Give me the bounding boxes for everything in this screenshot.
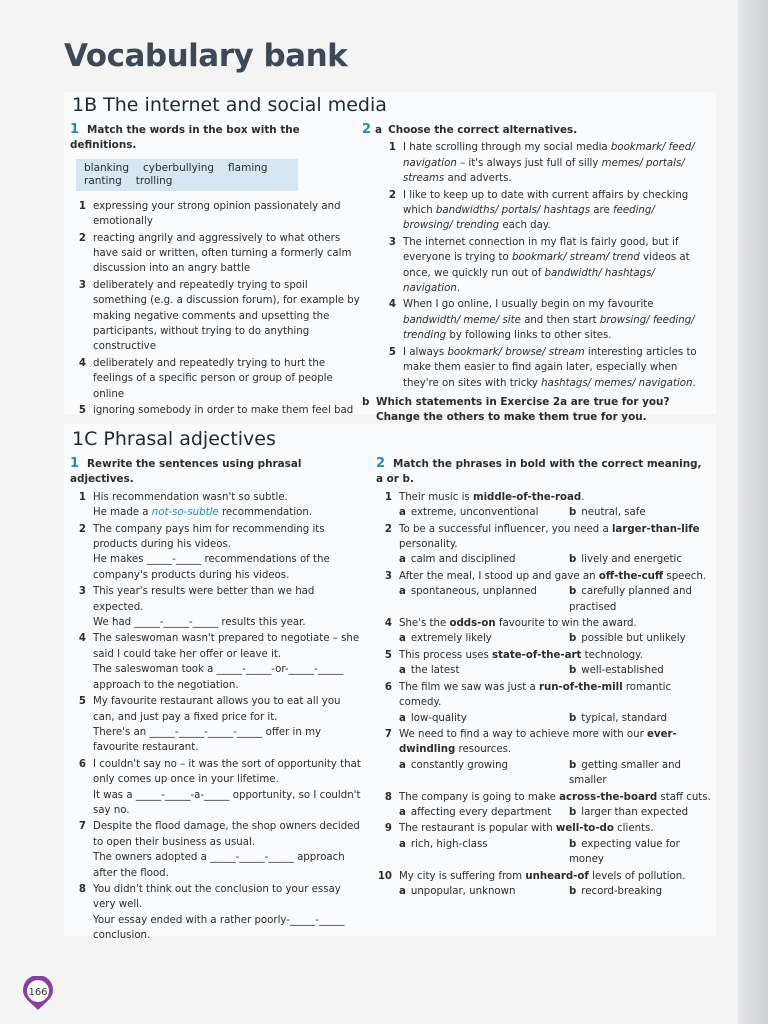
- option-letter: a: [399, 554, 406, 566]
- page-number: 166: [28, 987, 48, 998]
- text-fragment: – it's always just full of silly: [456, 157, 602, 169]
- box-word: cyberbullying: [143, 161, 215, 174]
- option-b: [569, 663, 712, 678]
- match-item: [376, 522, 712, 568]
- option-text: carefully planned and practised: [569, 586, 692, 613]
- example-answer: not-so-subtle: [151, 507, 219, 519]
- match-sentence: [399, 821, 712, 836]
- text-fragment: clients.: [613, 823, 654, 835]
- text-fragment: She's the: [399, 618, 450, 630]
- item-number: 1: [78, 200, 86, 212]
- item-text: ignoring somebody in order to make them feel bad: [93, 405, 354, 417]
- answer-options: [399, 711, 712, 726]
- item-text: [399, 569, 712, 615]
- match-sentence: [399, 522, 712, 553]
- rewrite-item: [70, 584, 362, 630]
- match-sentence: [399, 869, 712, 884]
- original-sentence: You didn't think out the conclusion to your essay very well.: [93, 883, 341, 911]
- definition-item: [70, 278, 360, 355]
- rewrite-sentence: [93, 788, 362, 819]
- item-number: 7: [384, 728, 392, 740]
- option-letter: b: [569, 885, 577, 897]
- answer-options: [399, 505, 712, 520]
- text-fragment: romantic comedy.: [399, 681, 672, 709]
- bold-phrase: unheard-of: [525, 870, 589, 882]
- ex-instruction-text: Choose the correct alternatives.: [388, 124, 578, 136]
- original-sentence: The company pays him for recommending its products during his videos.: [93, 523, 325, 551]
- text-fragment: The company is going to make: [399, 791, 560, 803]
- section-1c-ex1: [70, 456, 362, 945]
- option-letter: a: [399, 633, 406, 645]
- option-text: neutral, safe: [581, 507, 646, 519]
- ex-number: 2: [362, 122, 372, 137]
- box-word: flaming: [228, 161, 268, 174]
- option-letter: b: [569, 665, 577, 677]
- item-text: [93, 522, 362, 584]
- text-fragment: My city is suffering from: [399, 870, 526, 882]
- item-number: 4: [388, 299, 396, 311]
- bold-phrase: middle-of-the-road: [472, 491, 582, 503]
- page-number-badge: [20, 976, 56, 1012]
- alternatives-item: [380, 235, 702, 297]
- item-number: 4: [78, 633, 86, 645]
- option-letter: b: [569, 507, 577, 519]
- alternatives-item: [380, 345, 702, 391]
- item-number: 3: [384, 570, 392, 582]
- option-b: [569, 837, 712, 868]
- option-text: rich, high-class: [410, 838, 488, 850]
- text-fragment: After the meal, I stood up and gave an: [399, 570, 599, 582]
- rewrite-list: [70, 490, 362, 944]
- original-sentence: Despite the flood damage, the shop owners decided to open their business as usual.: [93, 821, 360, 848]
- item-text: [93, 757, 362, 819]
- option-text: unpopular, unknown: [410, 885, 516, 897]
- match-item: [376, 821, 712, 867]
- rewrite-item: [70, 490, 362, 521]
- text-fragment: I like to keep up to date with current affairs by checking which: [403, 189, 689, 217]
- alternatives-choice: hashtags/ memes/ navigation: [541, 377, 693, 389]
- item-text: [399, 616, 712, 647]
- item-number: 5: [78, 405, 86, 417]
- item-text: [399, 727, 712, 789]
- match-item: [376, 680, 712, 726]
- item-number: 9: [384, 823, 392, 835]
- option-text: the latest: [410, 665, 460, 677]
- item-text: [399, 648, 712, 679]
- option-text: larger than expected: [581, 806, 689, 818]
- item-text: reacting angrily and aggressively to what others have said or written, often turning a formerly calm discussion into an angry battle: [93, 232, 352, 275]
- option-letter: b: [569, 586, 577, 598]
- item-number: 5: [78, 696, 86, 708]
- option-letter: a: [399, 665, 406, 677]
- alternatives-item: [380, 188, 702, 234]
- option-text: low-quality: [410, 712, 467, 724]
- alternatives-choice: bookmark/ browse/ stream: [447, 346, 585, 358]
- option-text: affecting every department: [410, 806, 552, 818]
- section-1b-heading: 1B The internet and social media: [72, 94, 387, 116]
- text-fragment: To be a successful influencer, you need a: [399, 523, 612, 535]
- text-fragment: The saleswoman took a _____-_____-or-_____-_____ approach to the negotiation.: [93, 664, 344, 691]
- original-sentence: My favourite restaurant allows you to eat all you can, and just pay a fixed price for it.: [93, 696, 341, 723]
- option-letter: a: [399, 759, 406, 771]
- item-number: 10: [377, 870, 392, 882]
- original-sentence: The saleswoman wasn't prepared to negotiate – she said I could take her offer or leave it.: [93, 633, 360, 660]
- item-number: 1: [388, 142, 396, 154]
- item-number: 8: [78, 883, 86, 895]
- match-item: [376, 648, 712, 679]
- ex1-instruction: [70, 122, 360, 154]
- text-fragment: .: [581, 491, 585, 503]
- text-fragment: Their music is: [399, 491, 473, 503]
- option-b: [569, 631, 712, 646]
- section-1c-panel: [64, 424, 716, 942]
- alternatives-choice: memes/ portals/ streams: [403, 157, 685, 185]
- page-edge-shadow: [738, 0, 768, 1024]
- item-number: 5: [388, 346, 396, 358]
- rewrite-item: [70, 522, 362, 584]
- text-fragment: by following links to other sites.: [446, 330, 612, 342]
- option-b: [569, 552, 712, 567]
- item-number: 4: [384, 618, 392, 630]
- option-text: possible but unlikely: [581, 633, 686, 645]
- option-text: record-breaking: [581, 885, 663, 897]
- text-fragment: staff cuts.: [657, 791, 711, 803]
- item-text: deliberately and repeatedly trying to hurt the feelings of a specific person or group of people online: [93, 357, 333, 400]
- alternatives-item: [380, 140, 702, 186]
- option-a: [399, 711, 569, 726]
- section-1b-ex2: [362, 122, 702, 428]
- text-fragment: and then start: [520, 314, 600, 326]
- rewrite-item: [70, 631, 362, 693]
- match-item: [376, 569, 712, 615]
- option-b: [569, 884, 712, 899]
- option-a: [399, 805, 569, 820]
- alternatives-item: [380, 297, 702, 343]
- definition-item: [70, 199, 360, 230]
- item-number: 2: [384, 523, 392, 535]
- item-text: deliberately and repeatedly trying to spoil something (e.g. a discussion forum), for example by making negative comments and upsetting the participants, without trying to do anything constructive: [93, 279, 360, 353]
- bold-phrase: ever-dwindling: [399, 728, 677, 756]
- match-sentence: [399, 616, 712, 631]
- match-list: [376, 490, 712, 900]
- alternatives-choice: bookmark/ stream/ trend: [512, 252, 640, 264]
- item-text: [403, 235, 702, 297]
- option-text: calm and disciplined: [410, 554, 516, 566]
- option-a: [399, 631, 569, 646]
- item-number: 2: [78, 232, 86, 244]
- word-box: [76, 159, 298, 191]
- item-text: [403, 140, 702, 186]
- rewrite-item: [70, 694, 362, 756]
- option-a: [399, 663, 569, 678]
- match-item: [376, 727, 712, 789]
- section-1b-panel: [64, 92, 716, 424]
- option-letter: a: [399, 586, 406, 598]
- option-a: [399, 584, 569, 615]
- text-fragment: It was a _____-_____-a-_____ opportunity, so I couldn't say no.: [93, 789, 361, 816]
- rewrite-item: [70, 757, 362, 819]
- option-a: [399, 552, 569, 567]
- text-fragment: each day.: [499, 220, 551, 232]
- option-letter: a: [399, 806, 406, 818]
- item-text: [403, 188, 702, 234]
- ex-part-label: b: [362, 395, 370, 408]
- option-b: [569, 505, 712, 520]
- ex-instruction-text: Which statements in Exercise 2a are true for you? Change the others to make them true for you.: [376, 395, 670, 424]
- alternatives-choice: bandwidth/ hashtags/ navigation: [403, 267, 655, 295]
- ex-number: 2: [376, 456, 386, 471]
- item-number: 1: [78, 491, 86, 503]
- match-item: [376, 490, 712, 521]
- alternatives-choice: bandwidths/ portals/ hashtags: [435, 205, 591, 217]
- item-number: 3: [78, 586, 86, 598]
- bold-phrase: off-the-cuff: [598, 570, 664, 582]
- text-fragment: .: [456, 283, 461, 295]
- option-text: typical, standard: [581, 712, 667, 724]
- alternatives-choice: browsing/ feeding/ trending: [403, 314, 695, 342]
- ex-instruction-text: Rewrite the sentences using phrasal adjectives.: [70, 458, 302, 486]
- item-number: 8: [384, 791, 392, 803]
- item-text: expressing your strong opinion passionately and emotionally: [93, 200, 341, 228]
- ex2b-instruction: [362, 395, 702, 426]
- text-fragment: speech.: [663, 570, 707, 582]
- text-fragment: We need to find a way to achieve more with our: [399, 728, 648, 740]
- match-sentence: [399, 569, 712, 584]
- option-b: [569, 584, 712, 615]
- option-letter: a: [399, 712, 406, 724]
- alternatives-list: [362, 140, 702, 391]
- rewrite-sentence: [93, 913, 362, 944]
- answer-options: [399, 837, 712, 868]
- item-number: 6: [78, 758, 86, 770]
- option-letter: a: [399, 838, 406, 850]
- option-b: [569, 805, 712, 820]
- match-sentence: [399, 680, 712, 711]
- section-1b-ex1: [70, 122, 360, 420]
- rewrite-sentence: [93, 725, 362, 756]
- match-sentence: [399, 790, 712, 805]
- item-text: [399, 869, 712, 900]
- item-number: 6: [384, 681, 392, 693]
- item-number: 5: [384, 649, 392, 661]
- text-fragment: The film we saw was just a: [399, 681, 539, 693]
- option-letter: b: [569, 806, 577, 818]
- item-number: 2: [388, 189, 396, 201]
- definition-item: [70, 356, 360, 402]
- option-text: extremely likely: [410, 633, 492, 645]
- answer-options: [399, 584, 712, 615]
- ex-instruction-text: Match the phrases in bold with the correct meaning, a or b.: [376, 458, 702, 486]
- item-number: 1: [384, 491, 392, 503]
- item-text: [93, 631, 362, 693]
- item-text: [93, 819, 362, 881]
- rewrite-sentence: [93, 850, 362, 881]
- item-text: [399, 790, 712, 821]
- answer-options: [399, 552, 712, 567]
- item-text: [403, 297, 702, 343]
- section-1c-ex2: [376, 456, 712, 900]
- option-text: getting smaller and smaller: [569, 759, 682, 787]
- match-item: [376, 790, 712, 821]
- match-sentence: [399, 490, 712, 505]
- alternatives-choice: bookmark/ feed/ navigation: [403, 142, 695, 169]
- option-letter: b: [569, 759, 577, 771]
- item-text: [93, 694, 362, 756]
- option-a: [399, 758, 569, 789]
- item-text: [93, 490, 362, 521]
- match-item: [376, 616, 712, 647]
- answer-options: [399, 758, 712, 789]
- text-fragment: He makes _____-_____ recommendations of the company's products during his videos.: [93, 554, 330, 581]
- option-letter: b: [569, 712, 577, 724]
- definition-item: [70, 231, 360, 277]
- option-letter: b: [569, 554, 577, 566]
- text-fragment: I always: [403, 346, 448, 358]
- option-letter: b: [569, 633, 577, 645]
- item-number: 4: [78, 357, 86, 369]
- item-number: 3: [78, 279, 86, 291]
- text-fragment: favourite to win the award.: [495, 618, 637, 630]
- alternatives-choice: bandwidth/ meme/ site: [403, 314, 521, 326]
- box-word: ranting: [84, 174, 122, 187]
- text-fragment: There's an _____-_____-_____-_____ offer in my favourite restaurant.: [93, 726, 322, 754]
- text-fragment: This process uses: [399, 649, 493, 661]
- option-text: extreme, unconventional: [410, 507, 539, 519]
- ex2a-instruction: [362, 122, 702, 138]
- rewrite-item: [70, 882, 362, 944]
- option-b: [569, 711, 712, 726]
- ex-instruction-text: Match the words in the box with the definitions.: [70, 124, 300, 152]
- option-letter: a: [399, 507, 406, 519]
- option-letter: a: [399, 885, 406, 897]
- section-1c-heading: 1C Phrasal adjectives: [72, 428, 276, 450]
- option-letter: b: [569, 838, 577, 850]
- bold-phrase: well-to-do: [555, 823, 614, 835]
- text-fragment: and adverts.: [444, 173, 512, 185]
- rewrite-sentence: [93, 552, 362, 583]
- text-fragment: technology.: [581, 649, 643, 661]
- answer-options: [399, 805, 712, 820]
- match-item: [376, 869, 712, 900]
- rewrite-sentence: [93, 662, 362, 693]
- box-word: blanking: [84, 161, 129, 174]
- ex-number: 1: [70, 456, 80, 471]
- option-text: lively and energetic: [581, 554, 682, 566]
- original-sentence: This year's results were better than we had expected.: [93, 586, 315, 613]
- definition-list: [70, 199, 360, 419]
- text-fragment: .: [692, 377, 696, 389]
- answer-options: [399, 631, 712, 646]
- text-fragment: Your essay ended with a rather poorly-_____-_____ conclusion.: [93, 914, 345, 942]
- original-sentence: His recommendation wasn't so subtle.: [93, 491, 288, 503]
- text-fragment: resources.: [455, 744, 512, 756]
- bold-phrase: state-of-the-art: [492, 649, 582, 661]
- answer-options: [399, 663, 712, 678]
- text-fragment: The restaurant is popular with: [399, 823, 556, 835]
- item-text: [403, 345, 702, 391]
- text-fragment: levels of pollution.: [588, 870, 686, 882]
- option-a: [399, 505, 569, 520]
- bold-phrase: larger-than-life: [611, 523, 700, 535]
- text-fragment: personality.: [399, 539, 458, 551]
- item-text: [399, 821, 712, 867]
- text-fragment: recommendation.: [218, 507, 313, 519]
- text-fragment: I hate scrolling through my social media: [403, 142, 611, 154]
- page-title: Vocabulary bank: [64, 38, 348, 74]
- text-fragment: We had _____-_____-_____ results this year.: [93, 617, 306, 629]
- option-a: [399, 837, 569, 868]
- option-b: [569, 758, 712, 789]
- item-text: [399, 490, 712, 521]
- text-fragment: When I go online, I usually begin on my favourite: [403, 299, 654, 311]
- option-text: spontaneous, unplanned: [410, 586, 537, 598]
- item-text: [93, 584, 362, 630]
- rewrite-sentence: [93, 615, 362, 630]
- box-word: trolling: [135, 174, 173, 187]
- text-fragment: The owners adopted a _____-_____-_____ approach after the flood.: [93, 852, 345, 879]
- text-fragment: videos at once, we quickly run out of: [403, 252, 690, 279]
- ex2-instruction: [376, 456, 712, 488]
- item-text: [93, 882, 362, 944]
- bold-phrase: across-the-board: [559, 791, 658, 803]
- match-sentence: [399, 727, 712, 758]
- alternatives-choice: feeding/ browsing/ trending: [403, 205, 655, 232]
- option-text: constantly growing: [410, 759, 509, 771]
- text-fragment: The internet connection in my flat is fairly good, but if everyone is trying to: [403, 236, 679, 264]
- option-text: expecting value for money: [569, 838, 680, 866]
- ex-number: 1: [70, 122, 80, 137]
- rewrite-item: [70, 819, 362, 881]
- item-number: 7: [78, 821, 86, 833]
- bold-phrase: odds-on: [449, 618, 496, 630]
- original-sentence: I couldn't say no – it was the sort of opportunity that only comes up once in your lifetime.: [93, 758, 361, 786]
- option-a: [399, 884, 569, 899]
- item-text: [399, 522, 712, 568]
- option-text: well-established: [581, 665, 664, 677]
- rewrite-sentence: [93, 505, 362, 520]
- item-text: [399, 680, 712, 726]
- text-fragment: are: [590, 205, 613, 217]
- text-fragment: interesting articles to make them easier to find again later, especially when they're on sites with tricky: [403, 346, 697, 389]
- ex1-instruction: [70, 456, 362, 488]
- ex-part-label: a: [375, 124, 383, 136]
- answer-options: [399, 884, 712, 899]
- definition-item: [70, 403, 360, 418]
- match-sentence: [399, 648, 712, 663]
- bold-phrase: run-of-the-mill: [538, 681, 623, 693]
- text-fragment: He made a: [93, 507, 152, 519]
- item-number: 2: [78, 523, 86, 535]
- item-number: 3: [388, 236, 396, 248]
